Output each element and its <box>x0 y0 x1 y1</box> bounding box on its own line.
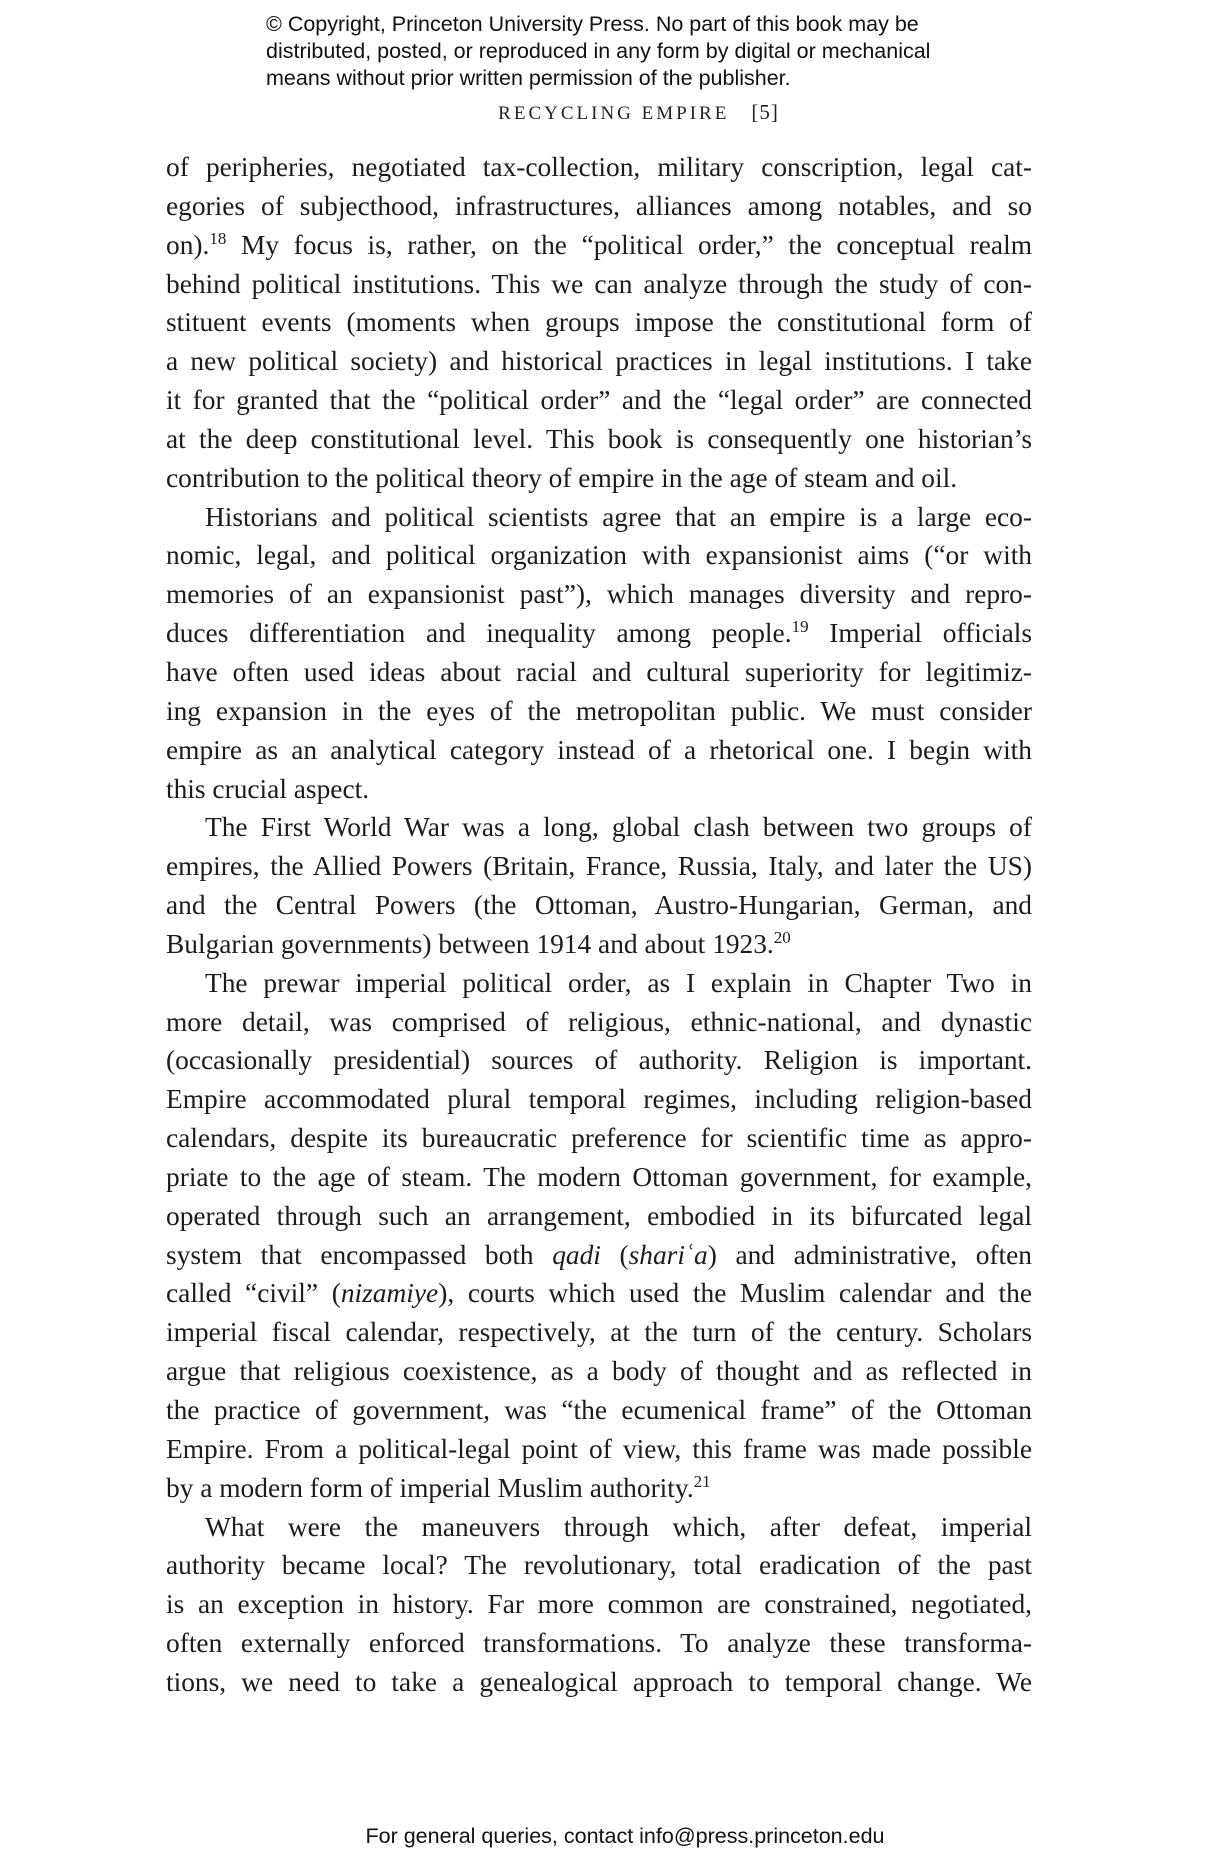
text-span: called “civil” ( <box>166 1278 341 1309</box>
text-line: contribution to the political theory of empire in the age of steam and oil. <box>166 462 958 493</box>
text-line: empire as an analytical category instead of a rhetorical one. I begin with <box>166 734 1032 765</box>
text-line: (occasionally presidential) sources of authority. Religion is important. <box>166 1045 1032 1076</box>
footer-contact: For general queries, contact info@press.princeton.edu <box>365 1824 885 1848</box>
text-span: ( <box>600 1239 629 1270</box>
italic-term: nizamiye <box>340 1278 439 1309</box>
text-span: on). <box>166 229 210 260</box>
body-text <box>166 148 1032 1702</box>
copyright-line: distributed, posted, or reproduced in any form by digital or mechanical <box>266 39 931 63</box>
text-span: duces differentiation and inequality among people. <box>166 618 792 649</box>
text-line: ing expansion in the eyes of the metropolitan public. We must consider <box>166 695 1032 726</box>
text-line: is an exception in history. Far more common are constrained, negotiated, <box>166 1589 1032 1620</box>
text-line: and the Central Powers (the Ottoman, Austro-Hungarian, German, and <box>166 890 1032 921</box>
copyright-line: © Copyright, Princeton University Press. No part of this book may be <box>266 12 919 36</box>
text-span: My focus is, rather, on the “political order,” the conceptual realm <box>226 229 1032 260</box>
footnote-ref: 20 <box>773 927 791 947</box>
text-line: more detail, was comprised of religious, ethnic-national, and dynastic <box>166 1006 1032 1037</box>
text-line: behind political institutions. This we can analyze through the study of con- <box>166 268 1032 299</box>
text-line: of peripheries, negotiated tax-collection, military conscription, legal cat- <box>166 152 1032 182</box>
text-line <box>166 1469 1032 1508</box>
italic-term: qadi <box>552 1239 601 1270</box>
text-line: empires, the Allied Powers (Britain, France, Russia, Italy, and later the US) <box>166 851 1032 882</box>
text-line: at the deep constitutional level. This book is consequently one historian’s <box>166 423 1032 454</box>
page-number: [5] <box>751 100 779 124</box>
text-line: have often used ideas about racial and cultural superiority for legitimiz- <box>166 656 1032 687</box>
text-span: by a modern form of imperial Muslim authority. <box>166 1472 694 1503</box>
text-line: imperial fiscal calendar, respectively, at the turn of the century. Scholars <box>166 1317 1032 1348</box>
text-line: the practice of government, was “the ecumenical frame” of the Ottoman <box>166 1395 1032 1425</box>
italic-term: shariʿa <box>628 1239 708 1270</box>
text-line: Historians and political scientists agree that an empire is a large eco- <box>205 501 1032 532</box>
text-line: The prewar imperial political order, as I explain in Chapter Two in <box>205 967 1032 998</box>
text-line <box>166 1274 1032 1313</box>
running-head <box>0 100 1225 125</box>
text-line: calendars, despite its bureaucratic preference for scientific time as appro- <box>166 1123 1032 1154</box>
copyright-line: means without prior written permission of the publisher. <box>266 66 791 90</box>
text-line: often externally enforced transformations. To analyze these transforma- <box>166 1628 1032 1659</box>
text-line: this crucial aspect. <box>166 773 370 804</box>
text-line: operated through such an arrangement, embodied in its bifurcated legal <box>166 1200 1032 1231</box>
text-line <box>166 1236 1032 1275</box>
footnote-ref: 18 <box>209 228 227 248</box>
text-line: memories of an expansionist past”), which manages diversity and repro- <box>166 579 1032 610</box>
footnote-ref: 19 <box>791 617 809 637</box>
text-line: priate to the age of steam. The modern Ottoman government, for example, <box>166 1161 1032 1192</box>
text-span: Bulgarian governments) between 1914 and about 1923. <box>166 928 774 959</box>
text-line: stituent events (moments when groups impose the constitutional form of <box>166 307 1032 338</box>
text-line: egories of subjecthood, infrastructures, alliances among notables, and so <box>166 190 1032 221</box>
text-line: Empire. From a political-legal point of view, this frame was made possible <box>166 1433 1032 1464</box>
text-line: tions, we need to take a genealogical approach to temporal change. We <box>166 1666 1032 1697</box>
text-span: ) and administrative, often <box>707 1239 1032 1270</box>
text-line: a new political society) and historical practices in legal institutions. I take <box>166 346 1032 377</box>
text-line: it for granted that the “political order” and the “legal order” are connected <box>166 385 1032 416</box>
text-line: nomic, legal, and political organization with expansionist aims (“or with <box>166 540 1032 571</box>
text-line: argue that religious coexistence, as a body of thought and as reflected in <box>166 1356 1032 1387</box>
text-line <box>166 925 1032 964</box>
text-line <box>166 614 1032 653</box>
text-line: What were the maneuvers through which, after defeat, imperial <box>205 1511 1032 1542</box>
text-line: authority became local? The revolutionary, total eradication of the past <box>166 1550 1032 1581</box>
running-head-title: RECYCLING EMPIRE <box>498 103 730 124</box>
text-span: system that encompassed both <box>166 1239 553 1270</box>
copyright-notice <box>266 11 1026 92</box>
text-line: The First World War was a long, global clash between two groups of <box>205 812 1032 843</box>
text-span: ), courts which used the Muslim calendar and the <box>438 1278 1032 1309</box>
text-span: Imperial officials <box>808 618 1032 649</box>
footnote-ref: 21 <box>693 1471 711 1491</box>
text-line <box>166 226 1032 265</box>
text-line: Empire accommodated plural temporal regimes, including religion-based <box>166 1084 1032 1115</box>
